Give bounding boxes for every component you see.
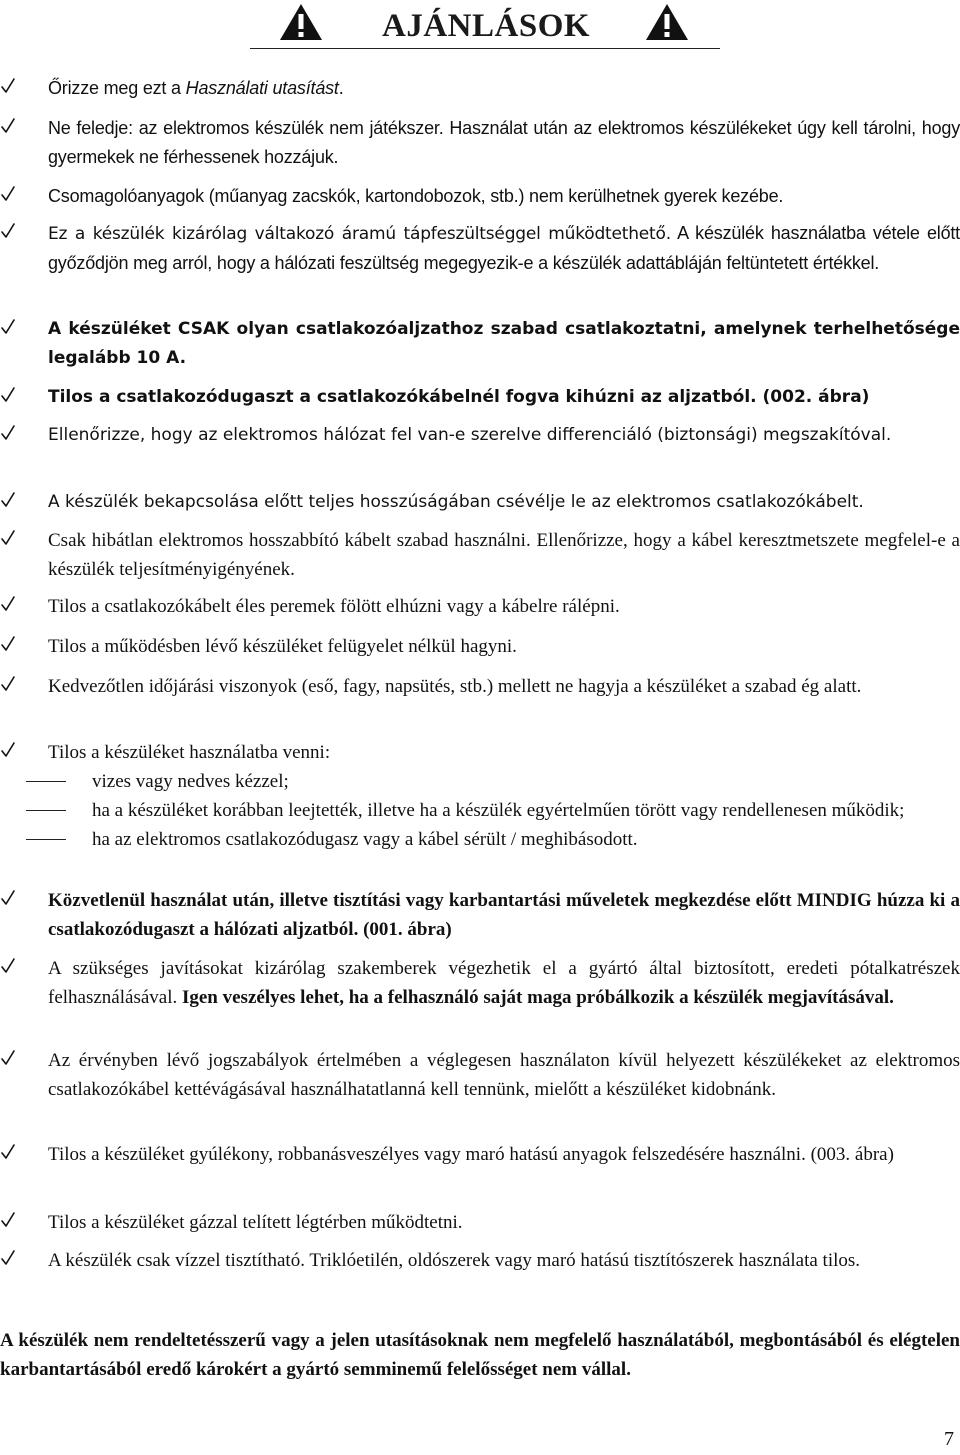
list-item: Csak hibátlan elektromos hosszabbító kábelt szabad használni. Ellenőrizze, hogy a kábel keresztmetszete megfelel-e a készülék teljesítményigényének. [48, 526, 960, 584]
checkmark-icon [0, 386, 16, 404]
sub-list-item: vizes vagy nedves kézzel; [48, 767, 960, 796]
page-header [250, 0, 720, 49]
checkmark-icon [0, 1049, 16, 1067]
warning-triangle-icon [278, 2, 324, 42]
list-item: Ellenőrizze, hogy az elektromos hálózat fel van-e szerelve differenciáló (biztonsági) megszakítóval. [48, 421, 960, 450]
checkmark-icon [0, 117, 16, 135]
checkmark-icon [0, 185, 16, 203]
list-item: Ne feledje: az elektromos készülék nem játékszer. Használat után az elektromos készülékeket úgy kell tárolni, hogy gyermekek ne férhessenek hozzájuk. [48, 114, 960, 172]
list-item: Tilos a működésben lévő készüléket felügyelet nélkül hagyni. [48, 632, 960, 661]
list-item: A készülék csak vízzel tisztítható. Triklóetilén, oldószerek vagy maró hatású tisztítószerek használata tilos. [48, 1246, 960, 1275]
checkmark-icon [0, 675, 16, 693]
checkmark-icon [0, 222, 16, 240]
list-item: Tilos a csatlakozódugaszt a csatlakozókábelnél fogva kihúzni az aljzatból. (002. ábra) [48, 383, 960, 412]
sub-list-item: ha a készüléket korábban leejtették, illetve ha a készülék egyértelműen törött vagy rendellenesen működik; [48, 796, 960, 825]
checkmark-icon [0, 1249, 16, 1267]
checkmark-icon [0, 889, 16, 907]
list-item: Tilos a készüléket gyúlékony, robbanásveszélyes vagy maró hatású anyagok felszedésére használni. (003. ábra) [48, 1140, 960, 1169]
checkmark-icon [0, 595, 16, 613]
sub-list-item: ha az elektromos csatlakozódugasz vagy a kábel sérült / meghibásodott. [48, 825, 960, 854]
list-item: Ez a készülék kizárólag váltakozó áramú tápfeszültséggel működtethető. A készülék használatba vétele előtt győződjön meg arról, hogy a hálózati feszültség megegyezik-e a készülék adattábláján feltüntetett értékkel. [48, 219, 960, 278]
checkmark-icon [0, 318, 16, 336]
checkmark-icon [0, 635, 16, 653]
list-item: A szükséges javításokat kizárólag szakemberek végezhetik el a gyártó által biztosított, eredeti pótalkatrészek felhasználásával. Igen veszélyes lehet, ha a felhasználó saját maga próbálkozik a készülék megjavításával. [48, 954, 960, 1012]
checkmark-icon [0, 741, 16, 759]
list-item: A készülék bekapcsolása előtt teljes hosszúságában csévélje le az elektromos csatlakozókábelt. [48, 488, 960, 517]
checkmark-icon [0, 1143, 16, 1161]
page-number: 7 [944, 1428, 954, 1450]
list-item: Közvetlenül használat után, illetve tisztítási vagy karbantartási műveletek megkezdése előtt MINDIG húzza ki a csatlakozódugaszt a hálózati aljzatból. (001. ábra) [48, 886, 960, 944]
page-title: AJÁNLÁSOK [382, 8, 591, 44]
list-item: Az érvényben lévő jogszabályok értelmében a véglegesen használaton kívül helyezett készülékeket az elektromos csatlakozókábel kettévágásával használhatatlanná kell tennünk, mielőtt a készüléket kidobnánk. [48, 1046, 960, 1104]
checkmark-icon [0, 1211, 16, 1229]
list-item: Őrizze meg ezt a Használati utasítást. [48, 74, 960, 103]
list-item: A készüléket CSAK olyan csatlakozóaljzathoz szabad csatlakoztatni, amelynek terhelhetősége legalább 10 A. [48, 315, 960, 373]
warning-triangle-icon [644, 2, 690, 42]
disclaimer-text: A készülék nem rendeltetésszerű vagy a jelen utasításoknak nem megfelelő használatából, megbontásából és elégtelen karbantartásából eredő károkért a gyártó semminemű felelősséget nem vállal. [0, 1330, 960, 1380]
list-item: Kedvezőtlen időjárási viszonyok (eső, fagy, napsütés, stb.) mellett ne hagyja a készüléket a szabad ég alatt. [48, 672, 960, 701]
list-item: Csomagolóanyagok (műanyag zacskók, kartondobozok, stb.) nem kerülhetnek gyerek kezébe. [48, 182, 960, 211]
checkmark-icon [0, 77, 16, 95]
list-item: Tilos a csatlakozókábelt éles peremek fölött elhúzni vagy a kábelre rálépni. [48, 592, 960, 621]
checkmark-icon [0, 491, 16, 509]
checkmark-icon [0, 529, 16, 547]
list-item: Tilos a készüléket gázzal telített légtérben működtetni. [48, 1208, 960, 1237]
checkmark-icon [0, 424, 16, 442]
list-item: Tilos a készüléket használatba venni: vizes vagy nedves kézzel; ha a készüléket korábban leejtették, illetve ha a készülék egyértelműen törött vagy rendellenesen működik; ha az elektromos csatlakozódugasz vagy a kábel sérült / meghibásodott. [48, 738, 960, 854]
checkmark-icon [0, 957, 16, 975]
